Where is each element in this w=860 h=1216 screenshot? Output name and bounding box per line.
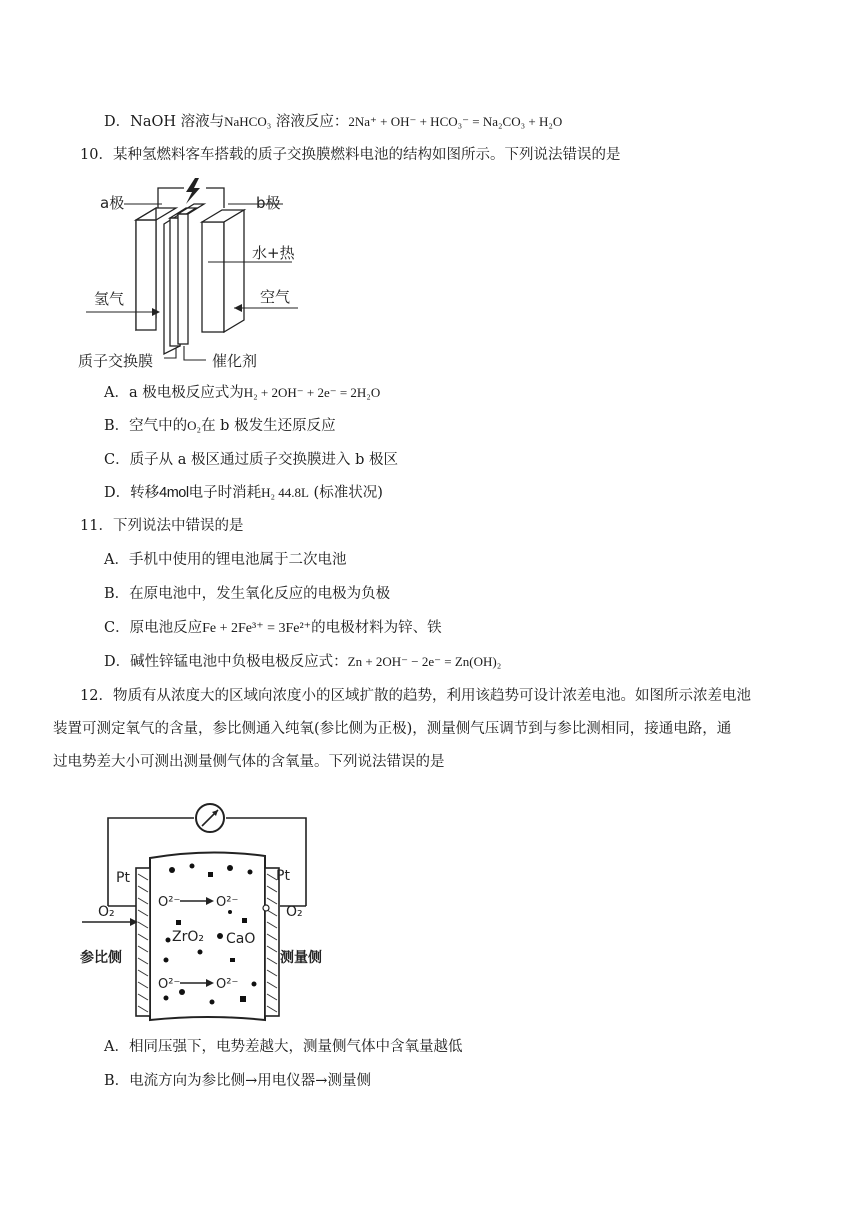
q9-option-d-label: D．NaOH 溶液与: [104, 114, 225, 130]
ion-top-from-label: O²⁻: [158, 895, 181, 910]
q9-option-d: [104, 112, 562, 132]
pt-left-label: Pt: [116, 870, 130, 886]
q10-option-d-pre: D．转移: [104, 485, 160, 501]
q10-option-a: [104, 383, 380, 403]
water-heat-label: 水+热: [252, 244, 295, 262]
measure-side-label: 测量侧: [280, 950, 322, 966]
q10-option-d-post: (标准状况): [308, 485, 383, 501]
q11-option-c-equation: Fe + 2Fe³⁺ = 3Fe²⁺: [202, 621, 312, 636]
fuel-cell-diagram: [78, 178, 308, 374]
catalyst-label: 催化剂: [212, 352, 258, 370]
q12-stem-line2: 装置可测定氧气的含量，参比侧通入纯氧(参比侧为正极)，测量侧气压调节到与参比测相同，接通电路，通: [53, 721, 732, 737]
q10-option-b-pre: B．空气中的: [104, 418, 188, 434]
reference-side-label: 参比侧: [80, 950, 122, 966]
o2-right-label: O₂: [286, 904, 303, 920]
q12-option-a: A．相同压强下，电势差越大，测量侧气体中含氧量越低: [104, 1039, 463, 1055]
q11-option-d-equation: Zn + 2OH⁻ − 2e⁻ = Zn(OH)₂: [347, 654, 502, 669]
q11-option-d: [104, 652, 501, 672]
q9-option-d-equation: 2Na⁺ + OH⁻ + HCO₃⁻ = Na₂CO₃ + H₂O: [348, 114, 563, 129]
b-pole-label: b极: [256, 194, 281, 212]
q10-option-d-mid: 电子时消耗: [188, 485, 262, 501]
q11-option-c: [104, 618, 442, 639]
pt-right-label: Pt: [276, 868, 290, 884]
ion-bottom-to-label: O²⁻: [216, 977, 239, 992]
o2-left-label: O₂: [98, 904, 115, 920]
q11-option-b: B．在原电池中，发生氧化反应的电极为负极: [104, 586, 391, 602]
b-electrode-plate: [202, 222, 224, 332]
q11-option-c-pre: C．原电池反应: [104, 620, 203, 636]
q10-option-b-formula: O₂: [187, 418, 202, 433]
zro2-label: ZrO₂: [172, 929, 204, 945]
q10-option-d: [104, 483, 383, 503]
q12-option-b: B．电流方向为参比侧→用电仪器→测量侧: [104, 1073, 371, 1089]
a-pole-label: a极: [100, 194, 125, 212]
q9-option-d-formula-a: NaHCO₃: [224, 114, 272, 129]
membrane-label: 质子交换膜: [78, 352, 154, 370]
q12-stem-line3: 过电势差大小可测出测量侧气体的含氧量。下列说法错误的是: [53, 754, 445, 770]
catalyst-layer: [178, 214, 188, 344]
q10-option-b-post: 在 b 极发生还原反应: [201, 418, 336, 434]
cao-label: CaO: [226, 931, 256, 947]
q10-option-a-text: A．a 极电极反应式为: [104, 385, 244, 401]
q10-stem: 10．某种氢燃料客车搭载的质子交换膜燃料电池的结构如图所示。下列说法错误的是: [80, 147, 621, 163]
concentration-cell-diagram: [80, 788, 340, 1026]
q10-option-d-amount: 4mol: [159, 485, 189, 501]
lightning-icon: [186, 178, 200, 204]
right-pt-electrode: [265, 868, 279, 1016]
q10-option-a-equation: H₂ + 2OH⁻ + 2e⁻ = 2H₂O: [243, 385, 381, 400]
q11-option-c-post: 的电极材料为锌、铁: [311, 620, 442, 636]
q10-option-d-formula: H₂ 44.8L: [261, 485, 309, 500]
q11-option-d-pre: D．碱性锌锰电池中负极电极反应式：: [104, 654, 348, 670]
hydrogen-label: 氢气: [94, 290, 125, 308]
ion-bottom-from-label: O²⁻: [158, 977, 181, 992]
q11-option-a: A．手机中使用的锂电池属于二次电池: [104, 552, 347, 568]
left-pt-electrode: [136, 868, 150, 1016]
q11-stem: 11．下列说法中错误的是: [80, 518, 244, 534]
q9-option-d-mid: 溶液反应：: [271, 114, 349, 130]
q10-option-c: C．质子从 a 极区通过质子交换膜进入 b 极区: [104, 452, 398, 468]
air-label: 空气: [260, 288, 291, 306]
ion-top-to-label: O²⁻: [216, 895, 239, 910]
q10-option-b: [104, 416, 336, 436]
q12-stem-line1: 12．物质有从浓度大的区域向浓度小的区域扩散的趋势，利用该趋势可设计浓差电池。如图所示浓差电池: [80, 688, 751, 704]
